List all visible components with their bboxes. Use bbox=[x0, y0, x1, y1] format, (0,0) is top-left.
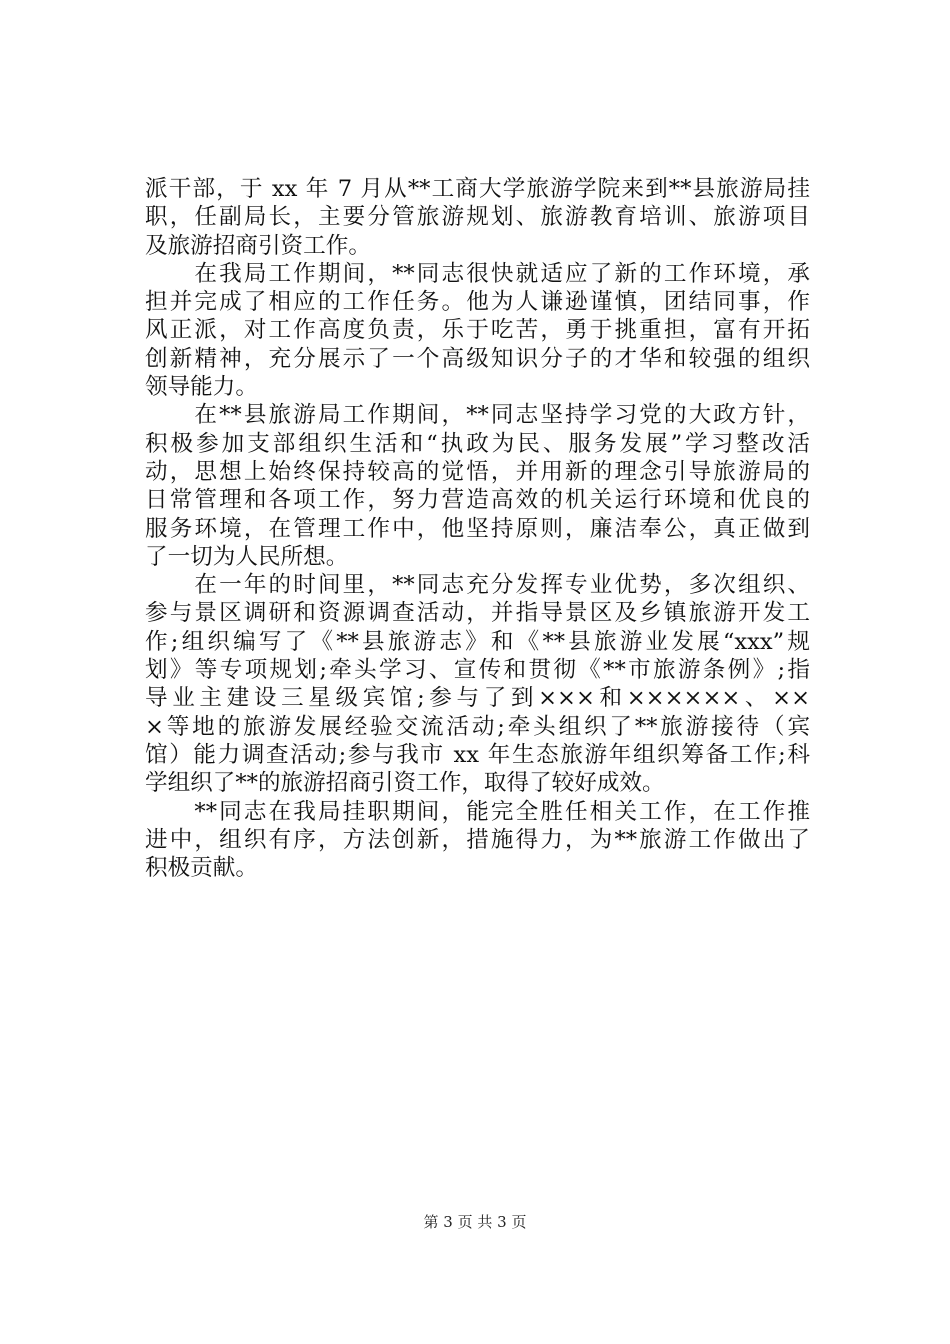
text-line: 了一切为人民所想。 bbox=[145, 543, 349, 570]
text-line: 学组织了**的旅游招商引资工作，取得了较好成效。 bbox=[145, 770, 665, 797]
text-line: 划》等专项规划;牵头学习、宣传和贯彻《**市旅游条例》;指 bbox=[145, 657, 810, 684]
text-line: 参与景区调研和资源调查活动，并指导景区及乡镇旅游开发工 bbox=[145, 600, 810, 627]
text-line: 派干部，于 xx 年 7 月从**工商大学旅游学院来到**县旅游局挂 bbox=[145, 176, 810, 202]
text-line: 担并完成了相应的工作任务。他为人谦逊谨慎，团结同事，作 bbox=[145, 289, 810, 316]
text-line: 动，思想上始终保持较高的觉悟，并用新的理念引导旅游局的 bbox=[145, 458, 810, 485]
text-line: 馆）能力调查活动;参与我市 xx 年生态旅游年组织筹备工作;科 bbox=[145, 741, 810, 768]
page-number-footer: 第 3 页 共 3 页 bbox=[423, 1213, 527, 1231]
text-line: 创新精神，充分展示了一个高级知识分子的才华和较强的组织 bbox=[145, 345, 810, 372]
text-line: 在我局工作期间，**同志很快就适应了新的工作环境，承 bbox=[145, 260, 810, 287]
body-text bbox=[145, 175, 810, 882]
text-line: 及旅游招商引资工作。 bbox=[145, 232, 371, 259]
text-line: ×等地的旅游发展经验交流活动;牵头组织了**旅游接待（宾 bbox=[145, 713, 810, 740]
text-line: 服务环境，在管理工作中，他坚持原则，廉洁奉公，真正做到 bbox=[145, 515, 810, 542]
text-line: 导业主建设三星级宾馆;参与了到×××和××××××、×× bbox=[145, 685, 810, 712]
text-line: **同志在我局挂职期间，能完全胜任相关工作，在工作推 bbox=[145, 798, 810, 825]
text-line: 作;组织编写了《**县旅游志》和《**县旅游业发展“xxx”规 bbox=[145, 628, 810, 655]
text-line: 积极参加支部组织生活和“执政为民、服务发展”学习整改活 bbox=[145, 430, 810, 457]
text-line: 日常管理和各项工作，努力营造高效的机关运行环境和优良的 bbox=[145, 487, 810, 514]
text-line: 积极贡献。 bbox=[145, 855, 258, 882]
text-line: 领导能力。 bbox=[145, 374, 258, 401]
text-line: 在**县旅游局工作期间，**同志坚持学习党的大政方针， bbox=[145, 402, 810, 429]
text-line: 进中，组织有序，方法创新，措施得力，为**旅游工作做出了 bbox=[145, 826, 810, 853]
text-line: 在一年的时间里，**同志充分发挥专业优势，多次组织、 bbox=[145, 572, 810, 599]
text-line: 风正派，对工作高度负责，乐于吃苦，勇于挑重担，富有开拓 bbox=[145, 317, 810, 344]
text-line: 职，任副局长，主要分管旅游规划、旅游教育培训、旅游项目 bbox=[145, 204, 810, 231]
